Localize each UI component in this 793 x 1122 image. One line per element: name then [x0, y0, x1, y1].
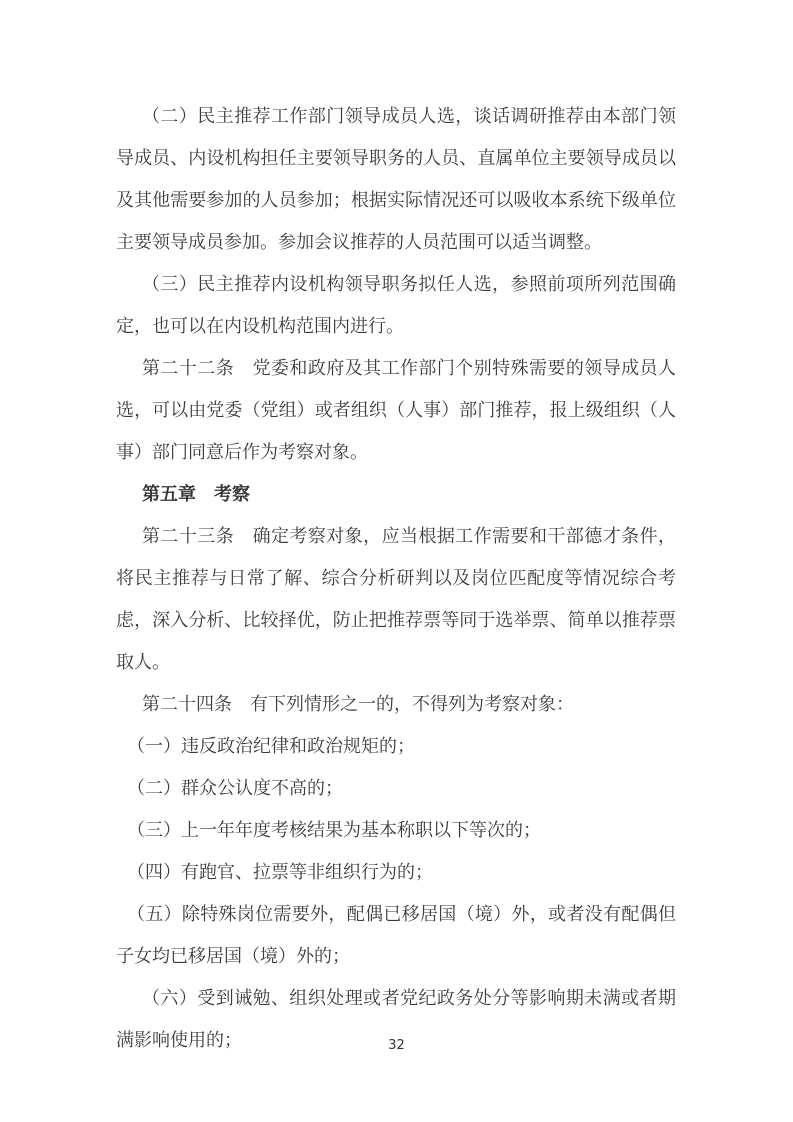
page-number: 32	[388, 1038, 405, 1053]
chapter-heading: 第五章 考察	[142, 484, 250, 505]
document-body	[116, 96, 676, 1062]
paragraph-clause-3: （三）民主推荐内设机构领导职务拟任人选，参照前项所列范围确定，也可以在内设机构范围内进行。	[116, 274, 676, 337]
list-item-5: （五）除特殊岗位需要外，配偶已移居国（境）外，或者没有配偶但子女均已移居国（境）外的；	[116, 904, 676, 967]
paragraph-article-24: 第二十四条 有下列情形之一的，不得列为考察对象：	[142, 694, 574, 715]
list-item-6: （六）受到诫勉、组织处理或者党纪政务处分等影响期未满或者期满影响使用的；	[116, 988, 676, 1051]
list-item-4: （四）有跑官、拉票等非组织行为的；	[127, 862, 433, 883]
paragraph-article-22: 第二十二条 党委和政府及其工作部门个别特殊需要的领导成员人选，可以由党委（党组）或者组织（人事）部门推荐，报上级组织（人事）部门同意后作为考察对象。	[116, 358, 676, 463]
paragraph-article-23: 第二十三条 确定考察对象，应当根据工作需要和干部德才条件，将民主推荐与日常了解、综合分析研判以及岗位匹配度等情况综合考虑，深入分析、比较择优，防止把推荐票等同于选举票、简单以推荐票取人。	[116, 526, 676, 673]
paragraph-clause-2: （二）民主推荐工作部门领导成员人选，谈话调研推荐由本部门领导成员、内设机构担任主要领导职务的人员、直属单位主要领导成员以及其他需要参加的人员参加；根据实际情况还可以吸收本系统下级单位主要领导成员参加。参加会议推荐的人员范围可以适当调整。	[116, 106, 676, 253]
list-item-2: （二）群众公认度不高的；	[127, 778, 343, 799]
list-item-1: （一）违反政治纪律和政治规矩的；	[127, 736, 415, 757]
list-item-3: （三）上一年年度考核结果为基本称职以下等次的；	[127, 820, 541, 841]
